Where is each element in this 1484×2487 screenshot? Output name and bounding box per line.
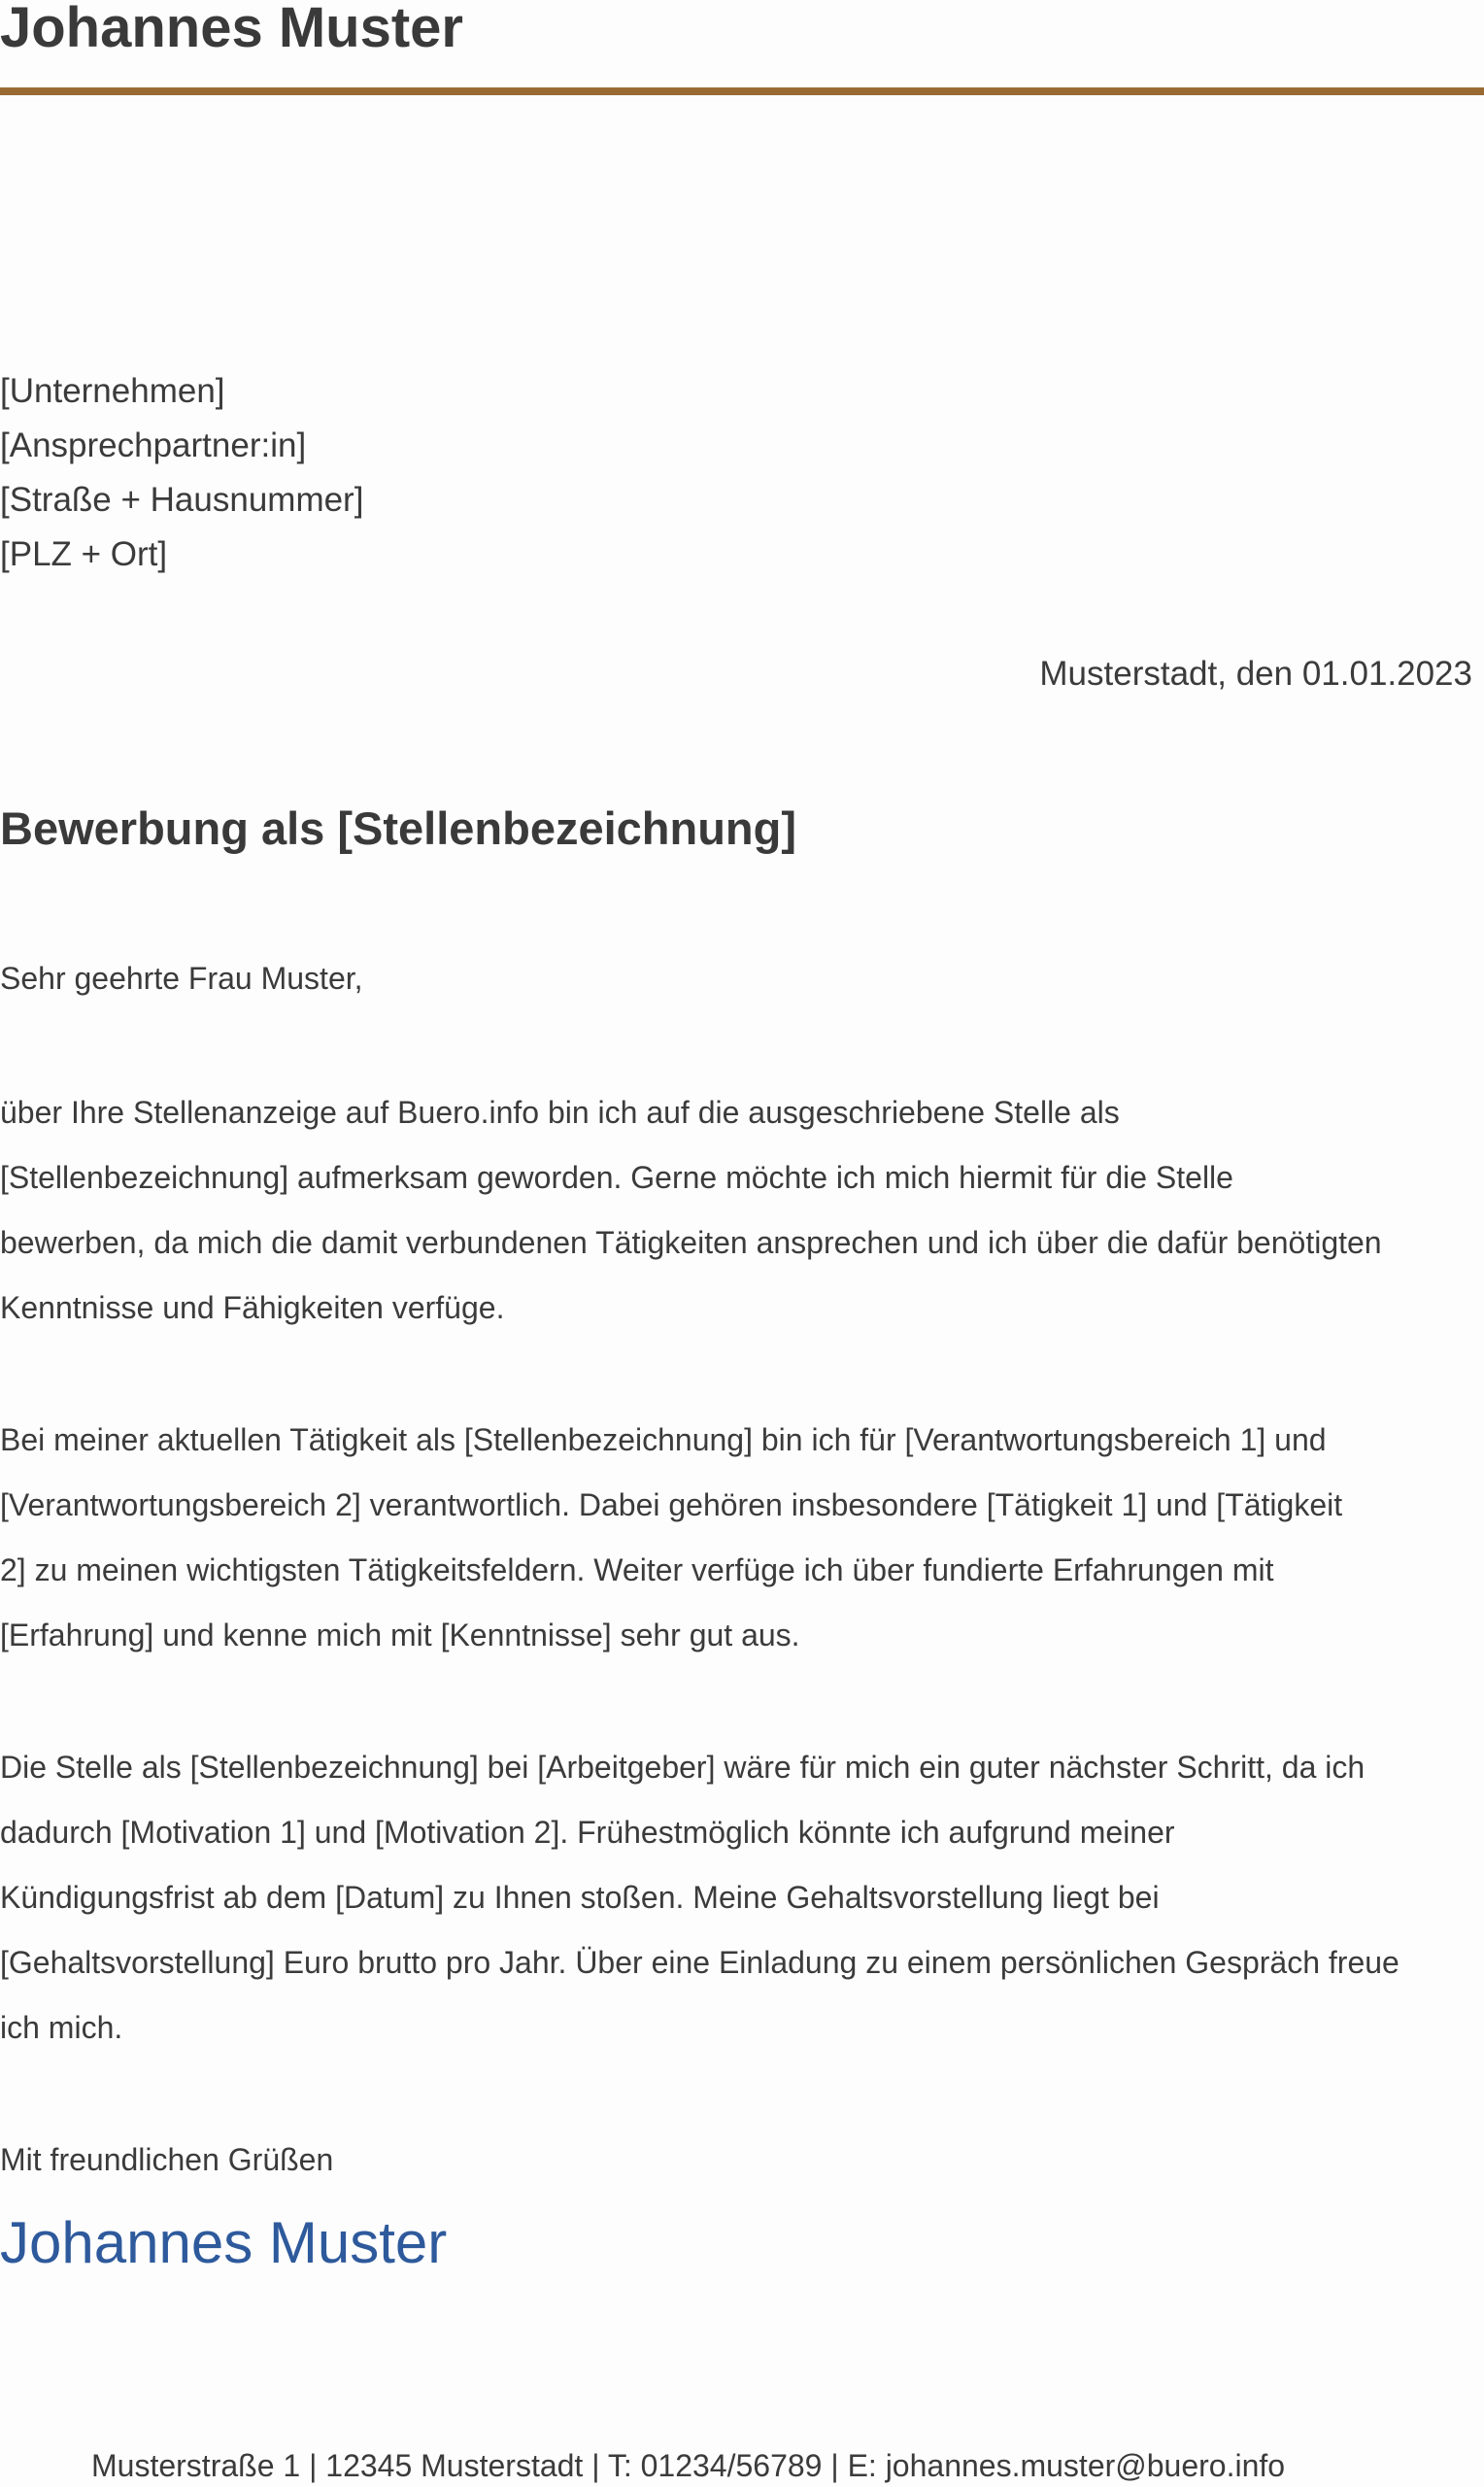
recipient-line-city: [PLZ + Ort] [0,535,168,573]
closing-phrase: Mit freundlichen Grüßen [0,2142,334,2177]
body-paragraph-3 [0,1735,1484,2061]
recipient-line-company: [Unternehmen] [0,372,225,410]
paragraph-line: Die Stelle als [Stellenbezeichnung] bei [Arbeitgeber] wäre für mich ein guter nächster Schritt, da ich [0,1750,1366,1785]
paragraph-line: [Erfahrung] und kenne mich mit [Kenntnisse] sehr gut aus. [0,1618,800,1652]
body-paragraph-1 [0,1080,1484,1341]
sender-name-heading: Johannes Muster [0,0,463,59]
paragraph-line: Kenntnisse und Fähigkeiten verfüge. [0,1290,505,1325]
footer-contact-line: Musterstraße 1 | 12345 Musterstadt | T: 01234/56789 | E: johannes.muster@buero.info [91,2448,1286,2483]
salutation: Sehr geehrte Frau Muster, [0,961,363,996]
paragraph-line: [Gehaltsvorstellung] Euro brutto pro Jahr. Über eine Einladung zu einem persönlichen Gespräch freue [0,1945,1400,1980]
paragraph-line: Bei meiner aktuellen Tätigkeit als [Stellenbezeichnung] bin ich für [Verantwortungsbereich 1] und [0,1422,1327,1457]
signature-name: Johannes Muster [0,2210,448,2275]
recipient-line-contact: [Ansprechpartner:in] [0,426,307,464]
paragraph-line: Kündigungsfrist ab dem [Datum] zu Ihnen stoßen. Meine Gehaltsvorstellung liegt bei [0,1880,1160,1915]
paragraph-line: über Ihre Stellenanzeige auf Buero.info bin ich auf die ausgeschriebene Stelle als [0,1095,1120,1130]
body-paragraph-2 [0,1408,1484,1668]
subject-line: Bewerbung als [Stellenbezeichnung] [0,802,796,854]
paragraph-line: dadurch [Motivation 1] und [Motivation 2]. Frühestmöglich könnte ich aufgrund meiner [0,1815,1175,1850]
place-date-line: Musterstadt, den 01.01.2023 [1039,655,1472,693]
paragraph-line: 2] zu meinen wichtigsten Tätigkeitsfeldern. Weiter verfüge ich über fundierte Erfahrungen mit [0,1552,1274,1587]
recipient-address-block [0,364,363,582]
paragraph-line: bewerben, da mich die damit verbundenen Tätigkeiten ansprechen und ich über die dafür benötigten [0,1225,1382,1260]
paragraph-line: ich mich. [0,2010,123,2045]
paragraph-line: [Verantwortungsbereich 2] verantwortlich. Dabei gehören insbesondere [Tätigkeit 1] und [Tätigkeit [0,1487,1343,1522]
paragraph-line: [Stellenbezeichnung] aufmerksam geworden. Gerne möchte ich mich hiermit für die Stelle [0,1160,1233,1195]
recipient-line-street: [Straße + Hausnummer] [0,481,364,519]
header-divider [0,87,1484,95]
